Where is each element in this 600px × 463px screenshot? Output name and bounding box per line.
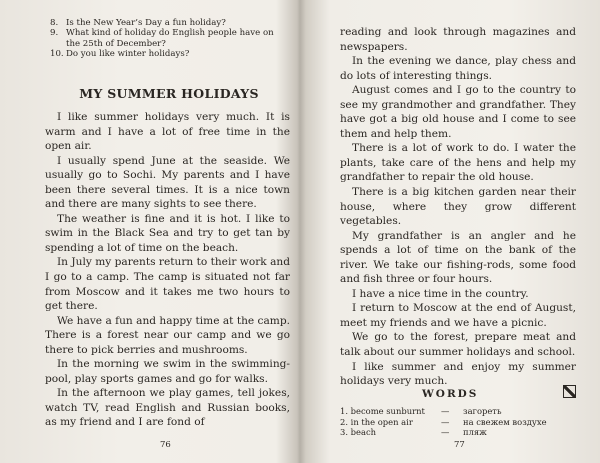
vocab-english: 3. beach: [340, 427, 377, 438]
vocabulary-item: [340, 427, 580, 438]
question-item-continuation: [50, 39, 290, 49]
vocabulary-item: [340, 417, 580, 428]
question-item: [50, 28, 290, 38]
vocab-russian: на свежем воздухе: [463, 416, 547, 427]
question-text: Do you like winter holidays?: [66, 49, 190, 60]
vocab-english: 1. become sunburnt: [340, 406, 425, 416]
question-text: Is the New Year’s Day a fun holiday?: [66, 18, 226, 28]
question-number: 9.: [50, 28, 59, 39]
page-number-right: 77: [454, 440, 465, 450]
question-number: 8.: [50, 18, 59, 28]
paragraph: There is a big kitchen garden near their house, where they grow different vegetables.: [340, 186, 576, 228]
paragraph: I return to Moscow at the end of August, meet my friends and we have a picnic.: [340, 302, 576, 329]
vocab-english: 2. in the open air: [340, 416, 413, 427]
vocab-dash: —: [441, 416, 450, 427]
words-heading: WORDS: [422, 388, 479, 400]
right-page: [304, 0, 600, 463]
paragraph: We have a fun and happy time at the camp. There is a forest near our camp and we go there to pick berries and mushrooms.: [45, 314, 290, 356]
page-number-left: 76: [160, 440, 171, 450]
page-title: MY SUMMER HOLIDAYS: [79, 86, 259, 101]
paragraph: There is a lot of work to do. I water the plants, take care of the hens and help my grandfather to repair the old house.: [340, 142, 576, 184]
question-number: 10.: [50, 49, 64, 60]
vocab-dash: —: [441, 427, 450, 438]
question-item: [50, 49, 290, 59]
right-text-body: [340, 25, 576, 389]
left-text-body: [45, 110, 290, 430]
paragraph: In the evening we dance, play chess and do lots of interesting things.: [340, 55, 576, 82]
question-item: [50, 18, 290, 28]
vocabulary-item: [340, 406, 580, 417]
question-list: [50, 18, 290, 60]
paragraph: I have a nice time in the country.: [352, 287, 529, 300]
paragraph: August comes and I go to the country to see my grandmother and grandfather. They have got a big old house and I come to see them and help them.: [340, 84, 576, 140]
paragraph: The weather is fine and it is hot. I like to swim in the Black Sea and try to get tan by spending a lot of time on the beach.: [45, 212, 290, 254]
paragraph: I like summer and enjoy my summer holidays very much.: [340, 360, 576, 388]
paragraph: In July my parents return to their work and I go to a camp. The camp is situated not far from Moscow and it takes me two hours to get there.: [45, 256, 290, 313]
paragraph: We go to the forest, prepare meat and talk about our summer holidays and school.: [340, 331, 576, 359]
paragraph: In the morning we swim in the swimming-pool, play sports games and go for walks.: [45, 358, 290, 385]
vocab-russian: загореть: [463, 406, 502, 416]
paragraph: In the afternoon we play games, tell jokes, watch TV, read English and Russian books, as my friend and I are fond of: [45, 387, 290, 429]
vocab-russian: пляж: [463, 427, 487, 438]
paragraph: I usually spend June at the seaside. We usually go to Sochi. My parents and I have been there several times. It is a nice town and there are many sights to see there.: [45, 154, 290, 211]
left-page: [0, 0, 298, 463]
vocab-dash: —: [441, 406, 450, 416]
vocabulary-list: [340, 406, 580, 438]
paragraph: My grandfather is an angler and he spends a lot of time on the bank of the river. We take our fishing-rods, some food and fish three or four hours.: [340, 229, 576, 286]
vocabulary-box-icon: [563, 385, 576, 398]
paragraph-continuation: reading and look through magazines and newspapers.: [340, 26, 576, 53]
paragraph: I like summer holidays very much. It is warm and I have a lot of free time in the open air.: [45, 111, 290, 153]
question-text: the 25th of December?: [66, 38, 166, 49]
question-text: What kind of holiday do English people have on: [66, 28, 274, 39]
